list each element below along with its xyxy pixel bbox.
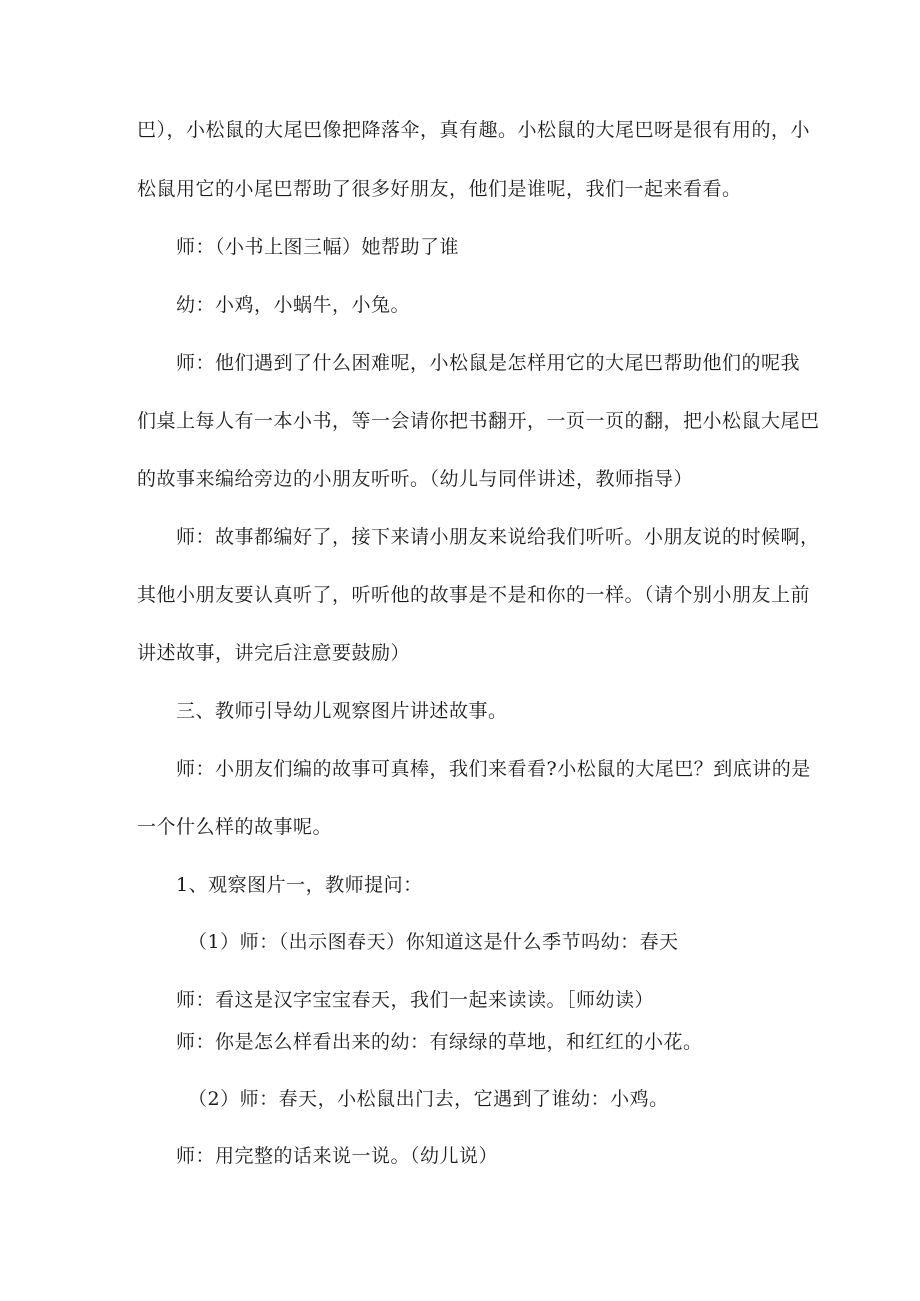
section-heading-3: 三、教师引导幼儿观察图片讲述故事。 <box>176 700 508 722</box>
dialogue-line-teacher-4: 师：用完整的话来说一说。（幼儿说） <box>176 1145 499 1167</box>
paragraph-line-5: 师：他们遇到了什么困难呢，小松鼠是怎样用它的大尾巴帮助他们的呢我 <box>176 352 801 374</box>
paragraph-line-6: 们桌上每人有一本小书，等一会请你把书翻开，一页一页的翻，把小松鼠大尾巴 <box>137 410 820 432</box>
paragraph-line-2: 松鼠用它的小尾巴帮助了很多好朋友，他们是谁呢，我们一起来看看。 <box>137 178 742 200</box>
paragraph-line-9: 其他小朋友要认真听了，听听他的故事是不是和你的一样。（请个别小朋友上前 <box>137 584 811 606</box>
paragraph-line-8: 师：故事都编好了，接下来请小朋友来说给我们听听。小朋友说的时候啊， <box>176 526 820 548</box>
dialogue-line-teacher-3: 师：你是怎么样看出来的幼：有绿绿的草地，和红红的小花。 <box>176 1031 703 1053</box>
subsection-heading-1: 1、观察图片一，教师提问： <box>176 874 423 896</box>
paragraph-line-13: 一个什么样的故事呢。 <box>137 816 333 838</box>
paragraph-line-1: 巴），小松鼠的大尾巴像把降落伞，真有趣。小松鼠的大尾巴呀是很有用的，小 <box>137 119 811 141</box>
paragraph-line-12: 师：小朋友们编的故事可真棒，我们来看看?小松鼠的大尾巴？到底讲的是 <box>176 758 811 780</box>
question-line-1: （1）师：（出示图春天）你知道这是什么季节吗幼：春天 <box>188 931 679 953</box>
paragraph-line-10: 讲述故事，讲完后注意要鼓励） <box>137 642 411 664</box>
dialogue-line-teacher-2: 师：看这是汉字宝宝春天，我们一起来读读。［师幼读） <box>176 989 655 1011</box>
paragraph-line-7: 的故事来编给旁边的小朋友听听。（幼儿与同伴讲述，教师指导） <box>137 468 694 490</box>
question-line-2: （2）师：春天，小松鼠出门去，它遇到了谁幼：小鸡。 <box>188 1088 669 1110</box>
dialogue-line-teacher-1: 师：（小书上图三幅）她帮助了谁 <box>176 236 460 258</box>
dialogue-line-child-1: 幼：小鸡，小蜗牛，小兔。 <box>176 294 411 316</box>
